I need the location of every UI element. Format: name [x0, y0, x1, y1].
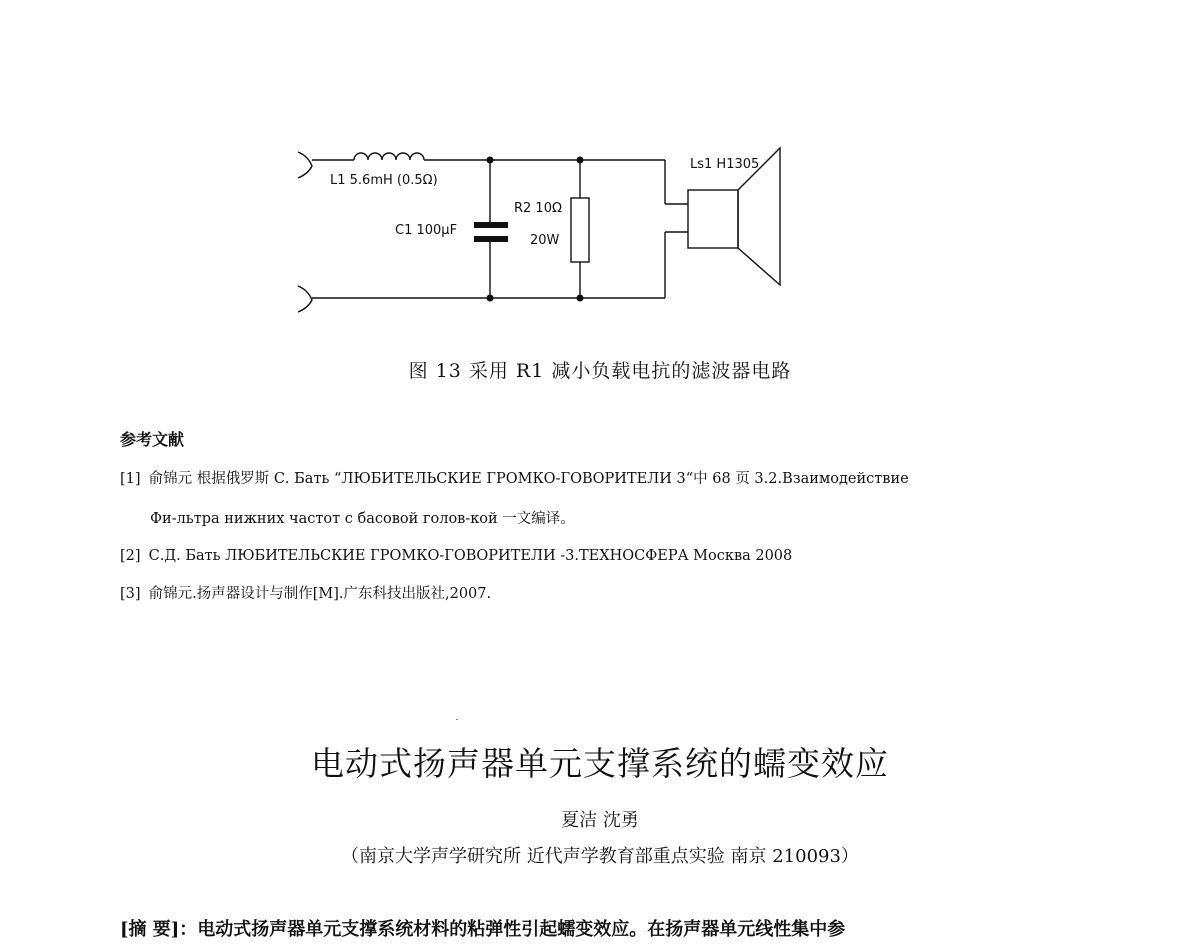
label-r2-power: 20W	[530, 233, 560, 248]
reference-number: [2]	[120, 548, 141, 564]
reference-text: С.Д. Бать ЛЮБИТЕЛЬСКИЕ ГРОМКО-ГОВОРИТЕЛИ -3.ТЕХНОСФЕРА Москва 2008	[148, 548, 793, 564]
reference-item	[120, 582, 491, 606]
scan-speck	[456, 719, 458, 720]
input-terminal-top	[298, 152, 312, 178]
label-ls1: Ls1 H1305	[690, 157, 760, 172]
article-affiliation: （南京大学声学研究所 近代声学教育部重点实验 南京 210093）	[341, 846, 859, 867]
reference-continuation: Фи-льтра нижних частот с басовой голов-кой 一文编译。	[150, 511, 575, 527]
references-heading: 参考文献	[120, 430, 185, 449]
label-c1: C1 100μF	[395, 223, 458, 238]
reference-item	[120, 544, 792, 568]
label-l1: L1 5.6mH (0.5Ω)	[330, 173, 438, 188]
reference-text: 俞锦元.扬声器设计与制作[M].广东科技出版社,2007.	[148, 586, 492, 602]
article-title: 电动式扬声器单元支撑系统的蠕变效应	[311, 744, 889, 783]
abstract-text: 电动式扬声器单元支撑系统材料的粘弹性引起蠕变效应。在扬声器单元线性集中参	[197, 919, 846, 940]
filter-circuit-diagram	[290, 140, 810, 330]
capacitor-c1	[474, 222, 508, 228]
reference-number: [3]	[120, 586, 141, 602]
label-r2-name: R2 10Ω	[514, 201, 562, 216]
input-terminal-bottom	[298, 286, 312, 312]
figure-caption: 图 13 采用 R1 减小负载电抗的滤波器电路	[408, 360, 792, 382]
reference-item	[120, 467, 909, 491]
speaker-ls1	[688, 190, 738, 248]
abstract-label: [摘 要]：	[120, 919, 198, 940]
reference-text: 俞锦元 根据俄罗斯 С. Бать “ЛЮБИТЕЛЬСКИЕ ГРОМКО-ГОВОРИТЕЛИ 3“中 68 页 3.2.Взаимодействие	[148, 471, 909, 487]
resistor-r2	[571, 198, 589, 262]
reference-number: [1]	[120, 471, 141, 487]
inductor-l1	[354, 153, 424, 160]
article-authors: 夏洁 沈勇	[561, 810, 639, 831]
abstract-line	[120, 915, 1120, 941]
